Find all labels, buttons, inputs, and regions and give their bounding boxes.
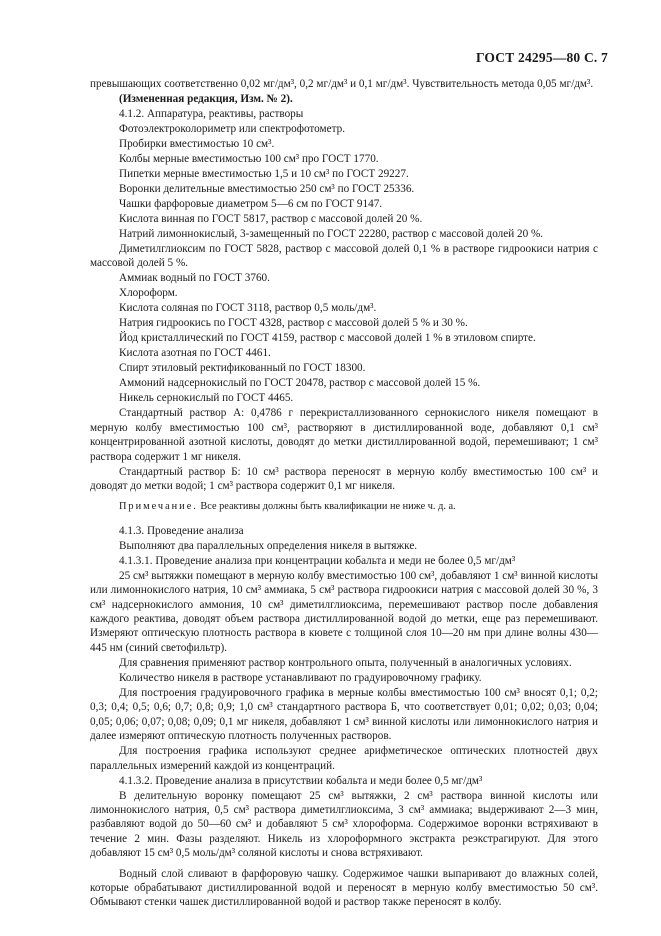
note [90,500,598,514]
document-body [90,77,598,910]
list-item: Спирт этиловый ректификованный по ГОСТ 18300. [119,362,366,375]
section-heading: 4.1.2. Аппаратура, реактивы, растворы [119,108,304,120]
paragraph: Стандартный раствор А: 0,4786 г перекристаллизованного сернокислого никеля помещают в мерную колбу вместимостью 100 см³, растворяют в дистиллированной воде, добавляют 0,1 см³ концентрированной азотной кислоты, доводят до метки дистиллированной водой, перемешивают; 1 см³ раствора содержит 1 мг никеля. [90,407,598,463]
paragraph: Стандартный раствор Б: 10 см³ раствора переносят в мерную колбу вместимостью 100 см³ и доводят до метки водой; 1 см³ раствора содержит 0,1 мг никеля. [90,465,598,493]
list-item: Чашки фарфоровые диаметром 5—6 см по ГОСТ 9147. [119,198,383,210]
note-text: Все реактивы должны быть квалификации не ниже ч. д. а. [200,501,456,513]
paragraph: 25 см³ вытяжки помещают в мерную колбу вместимостью 100 см³, добавляют 1 см³ винной кислоты или лимоннокислого натрия, 10 см³ аммиака, 5 см³ раствора гидроокиси натрия с массовой долей 30 %, 3 см³ надсернокислого аммония, 10 см³ диметилглиоксима, перемешивают раствор после добавления каждого реактива, доводят объем раствора дистиллированной водой до метки, еще раз перемешивают. Измеряют оптическую плотность раствора в кювете с толщиной слоя 10—20 нм при длине волны 430—445 нм (синий светофильтр). [90,569,598,654]
list-item: Воронки делительные вместимостью 250 см³ по ГОСТ 25336. [119,183,415,195]
paragraph: В делительную воронку помещают 25 см³ вытяжки, 2 см³ раствора винной кислоты или лимоннокислого натрия, 0,5 см³ раствора диметилглиоксима, 3 см³ аммиака; выдерживают 2—3 мин, разбавляют водой до 50—60 см³ и добавляют 5 см³ хлороформа. Содержимое воронки встряхивают в течение 2 мин. Фазы разделяют. Никель из хлороформного экстракта реэкстрагируют. Для этого добавляют 15 см³ 0,5 моль/дм³ соляной кислоты и снова встряхивают. [90,789,598,860]
list-item: Колбы мерные вместимостью 100 см³ про ГОСТ 1770. [119,153,379,165]
revision-note: (Измененная редакция, Изм. № 2). [119,93,293,105]
list-item: Натрия гидроокись по ГОСТ 4328, раствор с массовой долей 5 % и 30 %. [119,317,468,330]
paragraph: превышающих соответственно 0,02 мг/дм³, 0,2 мг/дм³ и 0,1 мг/дм³. Чувствительность метода 0,05 мг/дм³. [90,78,594,90]
section-heading: 4.1.3.1. Проведение анализа при концентрации кобальта и меди не более 0,5 мг/дм³ [119,554,516,567]
list-item: Никель сернокислый по ГОСТ 4465. [119,392,294,405]
page-header: ГОСТ 24295—80 С. 7 [475,50,608,65]
list-item: Хлороформ. [119,287,178,300]
paragraph: Для построения градуировочного графика в мерные колбы вместимостью 100 см³ вносят 0,1; 0,2; 0,3; 0,4; 0,5; 0,6; 0,7; 0,8; 0,9; 1,0 см³ стандартного раствора Б, что соответствует 0,01; 0,02; 0,03; 0,04; 0,05; 0,06; 0,07; 0,08; 0,09; 0,1 мг никеля, добавляют 1 см³ винной кислоты или лимоннокислого натрия и далее измеряют оптическую плотность полученных растворов. [90,686,598,743]
note-label: Примечание. [119,501,198,513]
list-item: Пробирки вместимостью 10 см³. [119,138,275,150]
paragraph: Для построения графика используют среднее арифметическое оптических плотностей двух параллельных измерений каждой из концентраций. [90,745,598,772]
paragraph: Для сравнения применяют раствор контрольного опыта, полученный в аналогичных условиях. [119,656,572,669]
section-heading: 4.1.3.2. Проведение анализа в присутствии кобальта и меди более 0,5 мг/дм³ [119,774,483,787]
paragraph: Водный слой сливают в фарфоровую чашку. Содержимое чашки выпаривают до влажных солей, которые обрабатывают дистиллированной водой и переносят в мерную колбу вместимостью 50 см³. Обмывают стенки чашек дистиллированной водой и раствор также переносят в колбу. [90,867,598,909]
list-item: Кислота соляная по ГОСТ 3118, раствор 0,5 моль/дм³. [119,302,377,315]
list-item: Кислота винная по ГОСТ 5817, раствор с массовой долей 20 %. [119,213,423,225]
paragraph: Выполняют два параллельных определения никеля в вытяжке. [119,539,418,552]
paragraph: Количество никеля в растворе устанавливают по градуировочному графику. [119,671,482,684]
list-item: Фотоэлектроколориметр или спектрофотометр. [119,123,345,135]
list-item: Диметилглиоксим по ГОСТ 5828, раствор с массовой долей 0,1 % в растворе гидроокиси натрия с массовой долей 5 %. [90,243,598,270]
list-item: Натрий лимоннокислый, 3-замещенный по ГОСТ 22280, раствор с массовой долей 20 %. [119,228,544,240]
list-item: Аммиак водный по ГОСТ 3760. [119,272,270,285]
list-item: Пипетки мерные вместимостью 1,5 и 10 см³ по ГОСТ 29227. [119,168,409,180]
list-item: Кислота азотная по ГОСТ 4461. [119,347,271,360]
list-item: Аммоний надсернокислый по ГОСТ 20478, раствор с массовой долей 15 %. [119,377,481,390]
section-heading: 4.1.3. Проведение анализа [119,524,244,537]
list-item: Йод кристаллический по ГОСТ 4159, раствор с массовой долей 1 % в этиловом спирте. [119,332,536,345]
